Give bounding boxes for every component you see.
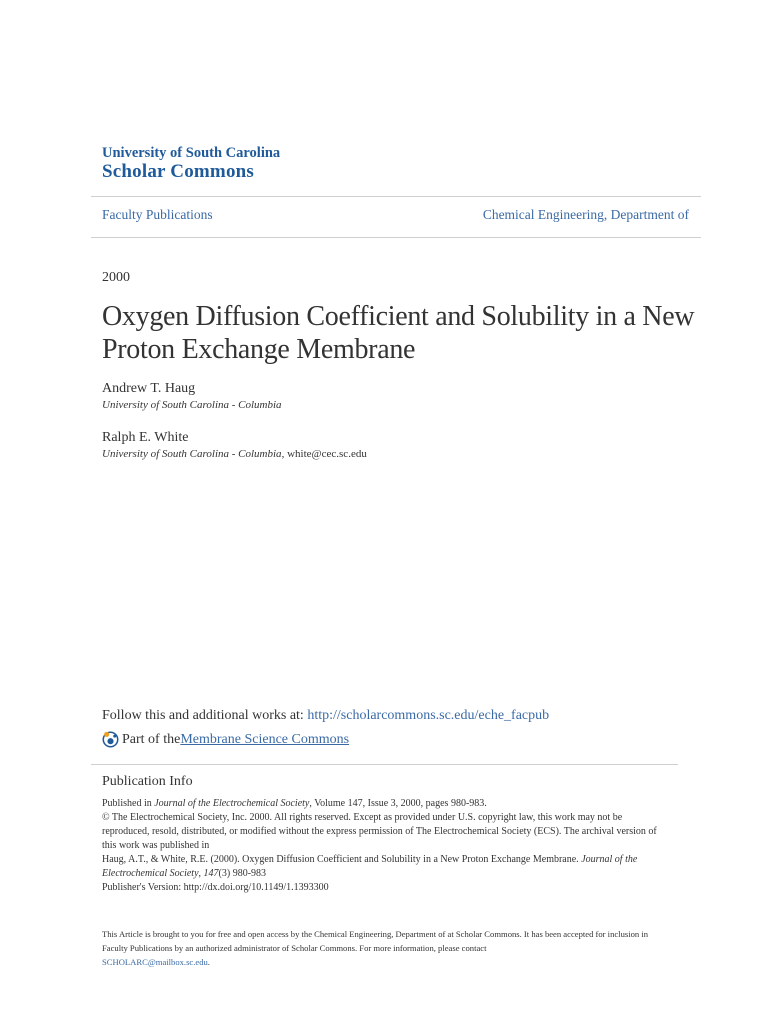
copyright-notice: © The Electrochemical Society, Inc. 2000. All rights reserved. Except as provided under U.S. copyright law, this work may not be reproduced, resold, distributed, or modified without the express permission of The Electrochemical Society (ECS). The archival version of this work was published in (102, 812, 657, 851)
publication-info-heading: Publication Info (102, 774, 193, 789)
author-name: Andrew T. Haug (102, 381, 196, 396)
part-of-line (102, 731, 349, 748)
author-block-1 (102, 381, 282, 411)
publisher-version[interactable]: Publisher's Version: http://dx.doi.org/10.1149/1.1393300 (102, 882, 329, 893)
publication-info-body (102, 797, 672, 895)
published-in-line: Published in Journal of the Electrochemical Society, Volume 147, Issue 3, 2000, pages 980-983. (102, 798, 487, 809)
author-email: white@cec.sc.edu (287, 448, 367, 460)
access-notice: This Article is brought to you for free and open access by the Chemical Engineering, Department of at Scholar Commons. It has been accepted for inclusion in Faculty Publications by an authorized administrator of Scholar Commons. For more information, please contact SCHOLARC@mailbox.sc.edu. (102, 929, 649, 967)
access-notice-text: This Article is brought to you for free and open access by the Chemical Engineering, Department of at Scholar Commons. It has been accepted for inclusion in Faculty Publications by an authorized administrator of Scholar Commons. For more information, please contact (102, 929, 649, 953)
collection-link[interactable]: Faculty Publications (102, 207, 213, 222)
author-affiliation: University of South Carolina - Columbia (102, 399, 282, 411)
membrane-science-commons-link[interactable]: Membrane Science Commons (180, 731, 350, 747)
department-link[interactable]: Chemical Engineering, Department of (482, 207, 689, 222)
article-title: Oxygen Diffusion Coefficient and Solubility in a New Proton Exchange Membrane (102, 301, 695, 365)
publication-year: 2000 (102, 270, 130, 285)
repository-name[interactable]: Scholar Commons (102, 161, 255, 182)
top-divider (91, 196, 701, 197)
follow-url-link[interactable]: http://scholarcommons.sc.edu/eche_facpub (307, 708, 550, 723)
author-block-2 (102, 430, 367, 460)
author-name: Ralph E. White (102, 430, 189, 445)
follow-line (102, 708, 549, 724)
part-of-label: Part of the (122, 731, 181, 747)
nav-divider (91, 237, 701, 238)
institution-name[interactable]: University of South Carolina (102, 145, 281, 161)
publication-divider (91, 764, 678, 765)
citation: Haug, A.T., & White, R.E. (2000). Oxygen Diffusion Coefficient and Solubility in a New Proton Exchange Membrane. Journal of the Electrochemical Society, 147(3) 980-983 (102, 854, 638, 879)
author-affiliation: University of South Carolina - Columbia, white@cec.sc.edu (102, 448, 367, 460)
network-icon (102, 731, 119, 748)
contact-email-link[interactable]: SCHOLARC@mailbox.sc.edu (102, 957, 208, 967)
follow-label: Follow this and additional works at: (102, 708, 308, 723)
